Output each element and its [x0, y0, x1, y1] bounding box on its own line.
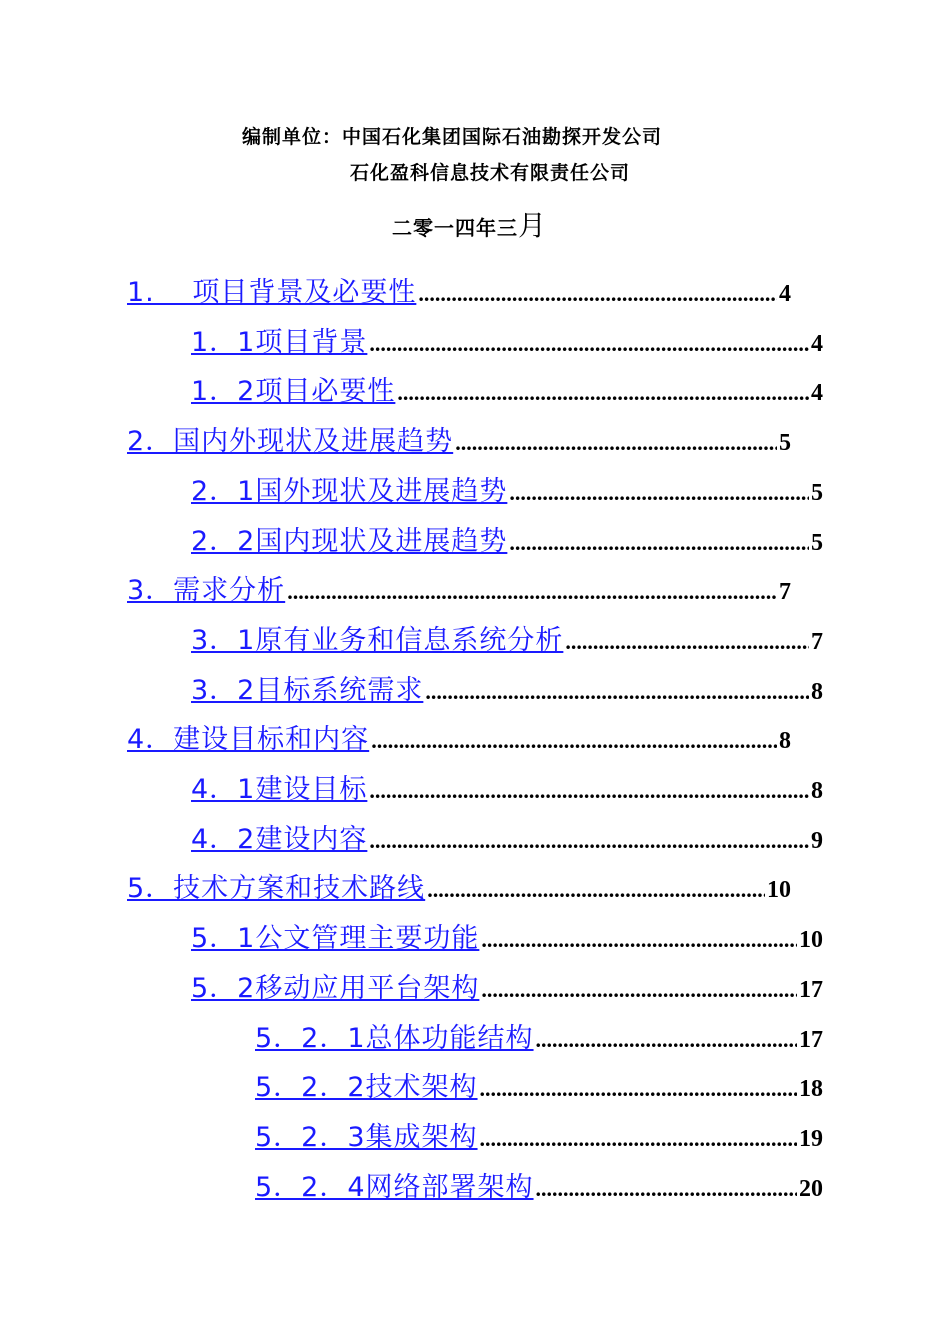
toc-page-number: 4	[779, 281, 791, 307]
toc-entry[interactable]	[127, 270, 791, 310]
toc-entry-link[interactable]: 5．2．4网络部署架构	[255, 1172, 534, 1203]
toc-entry[interactable]	[191, 767, 823, 807]
toc-dot-leader	[480, 1126, 797, 1152]
toc-entry-link[interactable]: 1. 项目背景及必要性	[127, 277, 417, 308]
toc-entry[interactable]	[191, 369, 823, 409]
toc-dot-leader	[480, 1076, 797, 1102]
toc-entry-link[interactable]: 5．2．3集成架构	[255, 1122, 478, 1153]
toc-entry-link[interactable]: 4．1建设目标	[191, 774, 368, 805]
toc-entry-link[interactable]: 5．1公文管理主要功能	[191, 923, 480, 954]
toc-entry-link[interactable]: 4．2建设内容	[191, 824, 368, 855]
toc-dot-leader	[536, 1176, 797, 1202]
document-date	[392, 204, 547, 244]
toc-dot-leader	[397, 380, 809, 406]
toc-page-number: 7	[779, 579, 791, 605]
toc-entry-link[interactable]: 2．国内外现状及进展趋势	[127, 426, 454, 457]
toc-entry[interactable]	[255, 1065, 823, 1105]
toc-dot-leader	[455, 430, 777, 456]
toc-page-number: 17	[799, 1027, 823, 1053]
toc-entry-link[interactable]: 2．2国内现状及进展趋势	[191, 526, 508, 557]
toc-entry[interactable]	[127, 419, 791, 459]
toc-entry[interactable]	[127, 866, 791, 906]
toc-dot-leader	[369, 828, 809, 854]
date-suffix: 月	[518, 209, 548, 242]
toc-dot-leader	[369, 778, 809, 804]
toc-page-number: 8	[811, 679, 823, 705]
toc-dot-leader	[565, 629, 809, 655]
toc-entry[interactable]	[127, 717, 791, 757]
toc-page-number: 9	[811, 828, 823, 854]
toc-page-number: 8	[811, 778, 823, 804]
toc-page-number: 17	[799, 977, 823, 1003]
compiling-unit-line-2: 石化盈科信息技术有限责任公司	[350, 162, 631, 184]
toc-entry-link[interactable]: 3．1原有业务和信息系统分析	[191, 625, 564, 656]
toc-entry[interactable]	[255, 1165, 823, 1205]
toc-entry[interactable]	[191, 916, 823, 956]
compiling-unit-line: 编制单位：中国石化集团国际石油勘探开发公司	[242, 126, 663, 148]
toc-dot-leader	[481, 977, 797, 1003]
toc-page-number: 4	[811, 380, 823, 406]
toc-entry[interactable]	[191, 519, 823, 559]
toc-page-number: 5	[779, 430, 791, 456]
toc-dot-leader	[287, 579, 777, 605]
toc-dot-leader	[418, 281, 777, 307]
toc-entry-link[interactable]: 5．2移动应用平台架构	[191, 973, 480, 1004]
toc-dot-leader	[536, 1027, 797, 1053]
toc-page-number: 8	[779, 728, 791, 754]
date-prefix: 二零一四年三	[392, 216, 518, 240]
toc-entry-link[interactable]: 1．1项目背景	[191, 327, 368, 358]
toc-page-number: 10	[799, 927, 823, 953]
toc-dot-leader	[509, 530, 809, 556]
toc-entry[interactable]	[255, 1115, 823, 1155]
toc-page-number: 5	[811, 530, 823, 556]
toc-page-number: 19	[799, 1126, 823, 1152]
toc-page-number: 20	[799, 1176, 823, 1202]
toc-entry-link[interactable]: 5．2．2技术架构	[255, 1072, 478, 1103]
toc-dot-leader	[481, 927, 797, 953]
toc-dot-leader	[427, 877, 765, 903]
toc-dot-leader	[371, 728, 777, 754]
toc-dot-leader	[509, 480, 809, 506]
toc-entry[interactable]	[191, 668, 823, 708]
toc-entry[interactable]	[191, 966, 823, 1006]
toc-entry-link[interactable]: 3．需求分析	[127, 575, 286, 606]
toc-page-number: 5	[811, 480, 823, 506]
toc-page-number: 10	[767, 877, 791, 903]
toc-page-number: 18	[799, 1076, 823, 1102]
toc-entry[interactable]	[255, 1016, 823, 1056]
toc-entry-link[interactable]: 1．2项目必要性	[191, 376, 396, 407]
toc-entry-link[interactable]: 2．1国外现状及进展趋势	[191, 476, 508, 507]
toc-page-number: 7	[811, 629, 823, 655]
toc-dot-leader	[425, 679, 809, 705]
toc-entry-link[interactable]: 5．技术方案和技术路线	[127, 873, 426, 904]
toc-entry[interactable]	[191, 618, 823, 658]
toc-entry[interactable]	[191, 469, 823, 509]
toc-entry-link[interactable]: 5．2．1总体功能结构	[255, 1023, 534, 1054]
toc-entry[interactable]	[191, 320, 823, 360]
toc-dot-leader	[369, 331, 809, 357]
toc-entry-link[interactable]: 4．建设目标和内容	[127, 724, 370, 755]
toc-page-number: 4	[811, 331, 823, 357]
toc-entry[interactable]	[191, 817, 823, 857]
toc-entry[interactable]	[127, 568, 791, 608]
toc-entry-link[interactable]: 3．2目标系统需求	[191, 675, 424, 706]
